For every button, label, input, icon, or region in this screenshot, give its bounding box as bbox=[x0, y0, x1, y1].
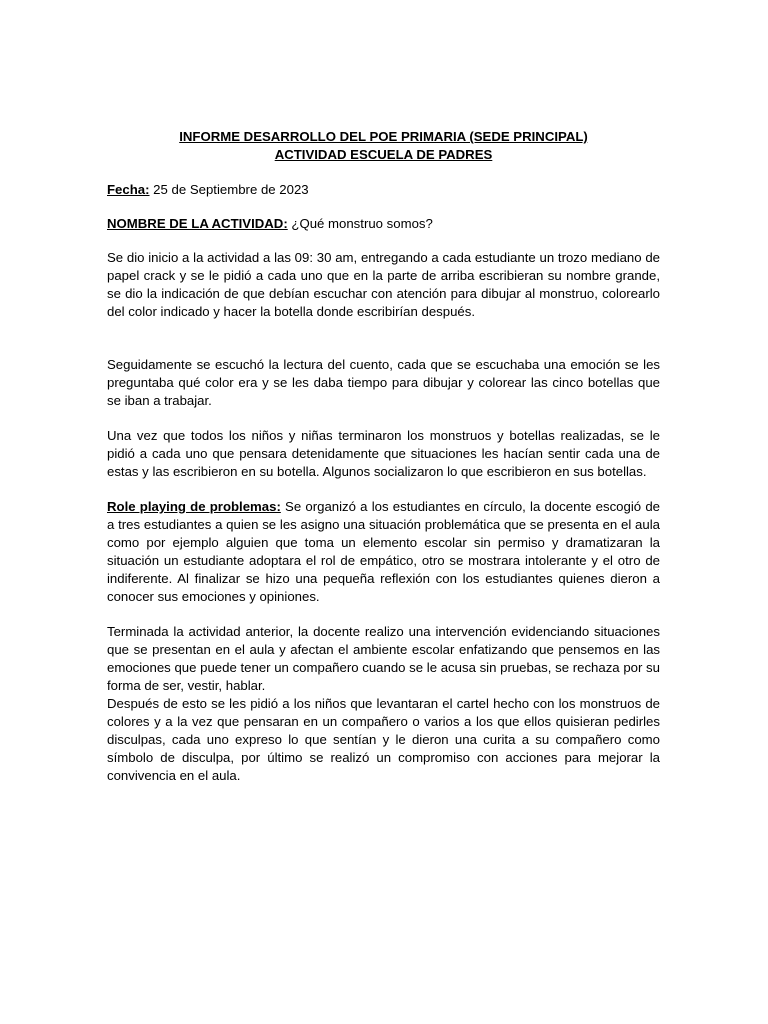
date-value: 25 de Septiembre de 2023 bbox=[149, 182, 309, 197]
activity-label: NOMBRE DE LA ACTIVIDAD: bbox=[107, 216, 288, 231]
paragraph-closing: Después de esto se les pidió a los niños que levantaran el cartel hecho con los monstruos de colores y a la vez que pensaran en un compañero o varios a los que ellos quisieran pedirles disculpas, cada uno expreso lo que sentían y le dieron una curita a su compañero como símbolo de disculpa, por último se realizó un compromiso con acciones para mejorar la convivencia en el aula. bbox=[107, 696, 660, 783]
date-field bbox=[107, 181, 660, 199]
document-title bbox=[107, 128, 660, 164]
paragraph-intro: Se dio inicio a la actividad a las 09: 30 am, entregando a cada estudiante un trozo mediano de papel crack y se le pidió a cada uno que en la parte de arriba escribieran su nombre grande, se dio la indicación de que debían escuchar con atención para dibujar al monstruo, colorearlo del color indicado y hacer la botella donde escribirían después. bbox=[107, 250, 660, 319]
activity-value: ¿Qué monstruo somos? bbox=[287, 216, 433, 231]
document-page bbox=[107, 128, 660, 785]
paragraph-story: Seguidamente se escuchó la lectura del cuento, cada que se escuchaba una emoción se les preguntaba qué color era y se les daba tiempo para dibujar y colorear las cinco botellas que se iban a trabajar. bbox=[107, 357, 660, 408]
activity-name-field bbox=[107, 215, 660, 233]
paragraph-roleplay bbox=[107, 498, 660, 606]
roleplay-label: Role playing de problemas: bbox=[107, 499, 281, 514]
title-line-2: ACTIVIDAD ESCUELA DE PADRES bbox=[274, 147, 493, 162]
paragraph-intervention: Terminada la actividad anterior, la docente realizo una intervención evidenciando situaciones que se presentan en el aula y afectan el ambiente escolar enfatizando que pensemos en las emociones que puede tener un compañero cuando se le acusa sin pruebas, se rechaza por su forma de ser, vestir, hablar. bbox=[107, 624, 660, 693]
paragraph-bottles: Una vez que todos los niños y niñas terminaron los monstruos y botellas realizadas, se le pidió a cada uno que pensara detenidamente que situaciones les hacían sentir cada una de estas y las escribieron en su botella. Algunos socializaron lo que escribieron en sus botellas. bbox=[107, 428, 660, 479]
roleplay-text: Se organizó a los estudiantes en círculo, la docente escogió de a tres estudiantes a quien se les asigno una situación problemática que se presenta en el aula como por ejemplo alguien que toma un elemento escolar sin permiso y dramatizaran la situación un estudiante adoptara el rol de empático, otro se mostrara intolerante y el otro de indiferente. Al finalizar se hizo una pequeña reflexión con los estudiantes quienes dieron a conocer sus emociones y opiniones. bbox=[107, 499, 660, 604]
title-line-1: INFORME DESARROLLO DEL POE PRIMARIA (SEDE PRINCIPAL) bbox=[179, 129, 588, 144]
date-label: Fecha: bbox=[107, 182, 150, 197]
